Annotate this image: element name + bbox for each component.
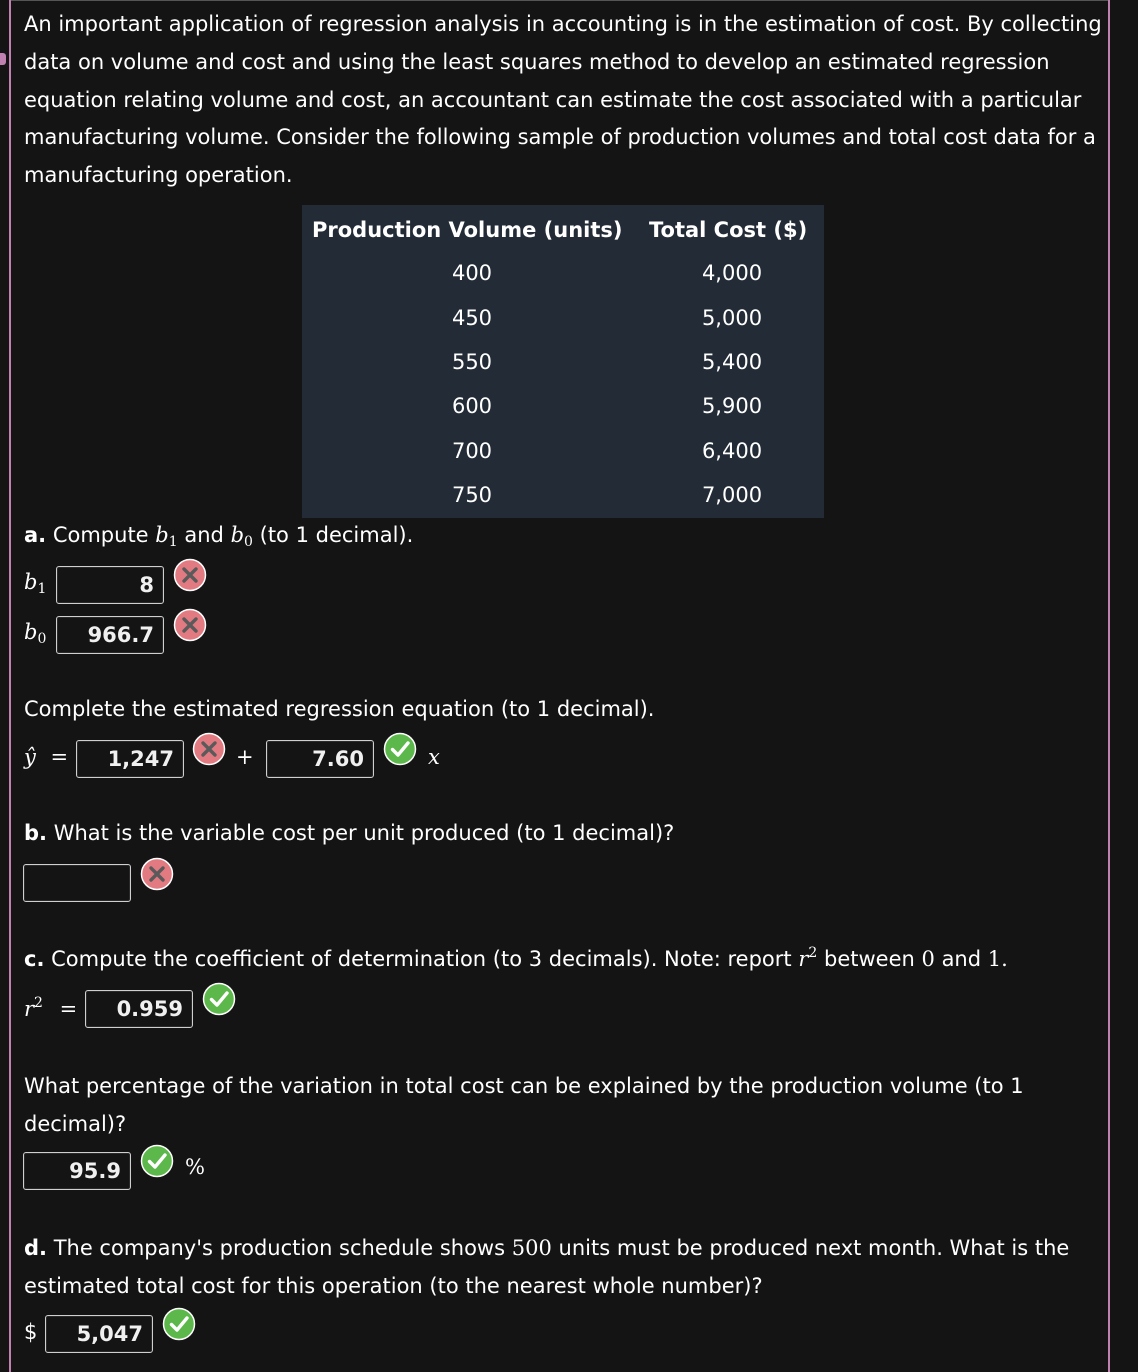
r-squared-symbol: $r^2$: [798, 945, 818, 971]
table-cell-volume: 400: [451, 261, 493, 285]
incorrect-icon: [173, 558, 207, 592]
part-c-question: c. Compute the coefficient of determination (to 3 decimals). Note: report $r^2$ between 0 and 1.: [24, 945, 1008, 971]
b1-symbol: $b_1$: [155, 523, 178, 550]
table-cell-cost: 4,000: [701, 261, 763, 285]
incorrect-icon: [173, 608, 207, 642]
table-header-volume: Production Volume (units): [312, 218, 623, 242]
table-cell-cost: 5,000: [701, 306, 763, 330]
intercept-input[interactable]: 1,247: [76, 740, 184, 778]
correct-check-icon: [140, 1144, 174, 1178]
part-a-text-before: Compute: [52, 523, 149, 547]
units-value: 500: [511, 1236, 552, 1260]
correct-check-icon: [202, 982, 236, 1016]
table-cell-volume: 550: [451, 350, 493, 374]
table-cell-cost: 5,400: [701, 350, 763, 374]
b0-label: $b_0$: [24, 620, 47, 647]
part-c-text-and: and: [941, 947, 982, 971]
x-variable: x: [428, 745, 440, 769]
part-c-text-before: Compute the coefficient of determination (to 3 decimals). Note: report: [51, 947, 792, 971]
table-cell-cost: 6,400: [701, 439, 763, 463]
frame-right-border: [1108, 0, 1110, 1372]
b0-input[interactable]: 966.7: [56, 616, 164, 654]
part-a-text-after: (to 1 decimal).: [259, 523, 414, 547]
part-d-label: d.: [24, 1236, 48, 1260]
r-squared-input[interactable]: 0.959: [85, 990, 193, 1028]
data-table: [302, 205, 824, 518]
correct-check-icon: [383, 732, 417, 766]
incorrect-icon: [192, 732, 226, 766]
part-c-label: c.: [24, 947, 45, 971]
equation-prompt: Complete the estimated regression equation (to 1 decimal).: [24, 697, 655, 721]
slope-input[interactable]: 7.60: [266, 740, 374, 778]
table-cell-cost: 5,900: [701, 394, 763, 418]
r-squared-label: $r^2$ =: [24, 995, 78, 1021]
part-a-question: [24, 523, 413, 550]
incorrect-icon: [140, 857, 174, 891]
percentage-input[interactable]: 95.9: [23, 1152, 131, 1190]
table-header-cost: Total Cost ($): [649, 218, 808, 242]
frame-tab-marker: [0, 53, 6, 65]
y-hat-symbol: ŷ =: [24, 745, 69, 769]
part-a-label: a.: [24, 523, 47, 547]
b0-symbol: $b_0$: [230, 523, 253, 550]
table-cell-cost: 7,000: [701, 483, 763, 507]
intro-text: An important application of regression analysis in accounting is in the estimation of cost. By collecting data on volume and cost and using the least squares method to develop an estimated regression equation relating volume and cost, an accountant can estimate the cost associated with a particular manufacturing volume. Consider the following sample of production volumes and total cost data for a manufacturing operation.: [24, 12, 1102, 188]
total-cost-input[interactable]: 5,047: [45, 1315, 153, 1353]
currency-sign: $: [24, 1320, 38, 1344]
part-c-text-between: between: [824, 947, 915, 971]
frame-top-border: [9, 0, 1110, 1]
zero-value: 0: [921, 947, 935, 971]
table-cell-volume: 750: [451, 483, 493, 507]
part-b-question: [24, 821, 674, 845]
b1-input[interactable]: 8: [56, 566, 164, 604]
part-d-question: [24, 1230, 1106, 1306]
correct-check-icon: [162, 1307, 196, 1341]
part-d-text-after: units must be produced next month. What is the estimated total cost for this operation (to the nearest whole number)?: [24, 1236, 1070, 1298]
table-cell-volume: 700: [451, 439, 493, 463]
table-cell-volume: 600: [451, 394, 493, 418]
variable-cost-input[interactable]: [23, 864, 131, 902]
frame-left-border: [9, 0, 11, 1372]
table-cell-volume: 450: [451, 306, 493, 330]
one-value: 1: [987, 947, 1002, 971]
percentage-prompt: What percentage of the variation in total cost can be explained by the production volume (to 1 decimal)?: [24, 1074, 1024, 1136]
part-b-text: What is the variable cost per unit produced (to 1 decimal)?: [53, 821, 675, 845]
part-a-text-and: and: [184, 523, 224, 547]
part-b-label: b.: [24, 821, 48, 845]
percent-sign: %: [185, 1155, 205, 1179]
b1-label: $b_1$: [24, 570, 47, 597]
part-d-text-before: The company's production schedule shows: [53, 1236, 506, 1260]
plus-sign: +: [236, 745, 254, 769]
